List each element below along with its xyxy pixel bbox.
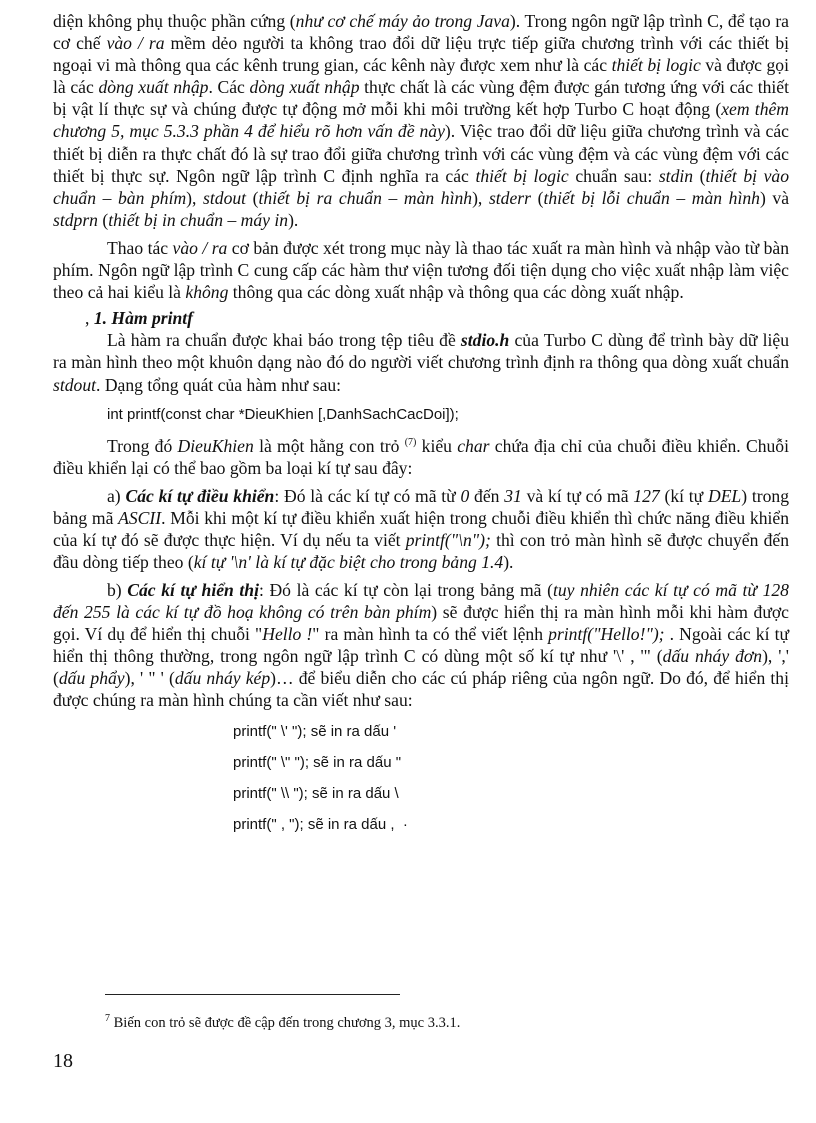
paragraph-2: Thao tác vào / ra cơ bản được xét trong mục này là thao tác xuất ra màn hình và nhập vào từ bàn phím. Ngôn ngữ lập trình C cung cấp các hàm thư viện tương đối tiện dụng cho việc xuất nhập làm việc theo cả hai kiểu là không thông qua các dòng xuất nhập và thông qua các dòng xuất nhập.	[53, 237, 789, 303]
code-examples	[233, 716, 789, 840]
footnote: $^7$ Biến con trỏ sẽ được đề cập đến trong chương 3, mục 3.3.1.	[105, 1013, 461, 1031]
heading-mark: ,	[85, 308, 90, 329]
section-heading	[85, 307, 789, 329]
page-number: 18	[53, 1050, 73, 1072]
code-line: printf(" \' "); sẽ in ra dấu '	[233, 722, 397, 740]
paragraph-4: Trong đó DieuKhien là một hằng con trỏ $^{(7)}$ kiểu char chứa địa chỉ của chuỗi điều khiển. Chuỗi điều khiển lại có thể bao gồm ba loại kí tự sau đây:	[53, 435, 789, 478]
code-line: printf(" \\ "); sẽ in ra dấu \	[233, 784, 399, 802]
page-body	[53, 10, 789, 840]
code-line: printf(" , "); sẽ in ra dấu , ·	[233, 815, 408, 833]
paragraph-3: Là hàm ra chuẩn được khai báo trong tệp tiêu đề stdio.h của Turbo C dùng để trình bày dữ liệu ra màn hình theo một khuôn dạng nào đó do người viết chương trình định ra thông qua dòng xuất chuẩn stdout. Dạng tổng quát của hàm như sau:	[53, 330, 789, 395]
footnote-divider	[105, 994, 400, 995]
item-a: a) Các kí tự điều khiển: Đó là các kí tự có mã từ 0 đến 31 và kí tự có mã 127 (kí tự DEL) trong bảng mã ASCII. Mỗi khi một kí tự điều khiển xuất hiện trong chuỗi điều khiển thì chức năng điều khiển của kí tự đó sẽ được thực hiện. Ví dụ nếu ta viết printf("\n"); thì con trỏ màn hình sẽ được chuyển đến đầu dòng tiếp theo (kí tự '\n' là kí tự đặc biệt cho trong bảng 1.4).	[53, 485, 790, 572]
footnote-ref: (7)	[404, 436, 417, 448]
code-line: printf(" \" "); sẽ in ra dấu "	[233, 753, 402, 771]
heading-text: 1. Hàm printf	[93, 308, 194, 329]
paragraph-1: diện không phụ thuộc phần cứng (như cơ chế máy ảo trong Java). Trong ngôn ngữ lập trình C, để tạo ra cơ chế vào / ra mềm dẻo người ta không trao đổi dữ liệu trực tiếp giữa chương trình với các thiết bị ngoại vi mà thông qua các kênh trung gian, các kênh này được xem như là các thiết bị logic và được gọi là các dòng xuất nhập. Các dòng xuất nhập thực chất là các vùng đệm được gán tương ứng với các thiết bị vật lí thực sự và chúng được tự động mở mỗi khi môi trường kết hợp Turbo C hoạt động (xem thêm chương 5, mục 5.3.3 phần 4 để hiểu rõ hơn vấn đề này). Việc trao đổi dữ liệu giữa chương trình và các thiết bị diễn ra thực chất đó là sự trao đổi giữa chương trình với các vùng đệm và các vùng đệm với các thiết bị thực sự. Ngôn ngữ lập trình C định nghĩa ra các thiết bị logic chuẩn sau: stdin (thiết bị vào chuẩn – bàn phím), stdout (thiết bị ra chuẩn – màn hình), stderr (thiết bị lỗi chuẩn – màn hình) và stdprn (thiết bị in chuẩn – máy in).	[53, 11, 790, 230]
item-b: b) Các kí tự hiển thị: Đó là các kí tự còn lại trong bảng mã (tuy nhiên các kí tự có mã từ 128 đến 255 là các kí tự đồ hoạ không có trên bàn phím) sẽ được hiển thị ra màn hình mỗi khi hàm được gọi. Ví dụ để hiển thị chuỗi "Hello !" ra màn hình ta có thể viết lệnh printf("Hello!"); . Ngoài các kí tự hiển thị thông thường, trong ngôn ngữ lập trình C có dùng một số kí tự như '\' , '" (dấu nháy đơn), ',' (dấu phẩy), ' " ' (dấu nháy kép)… để biểu diễn cho các cú pháp riêng của ngôn ngữ. Do đó, để hiển thị được chúng ra màn hình chúng ta cần viết như sau:	[53, 580, 789, 711]
function-prototype: int printf(const char *DieuKhien [,DanhSachCacDoi]);	[107, 405, 459, 423]
